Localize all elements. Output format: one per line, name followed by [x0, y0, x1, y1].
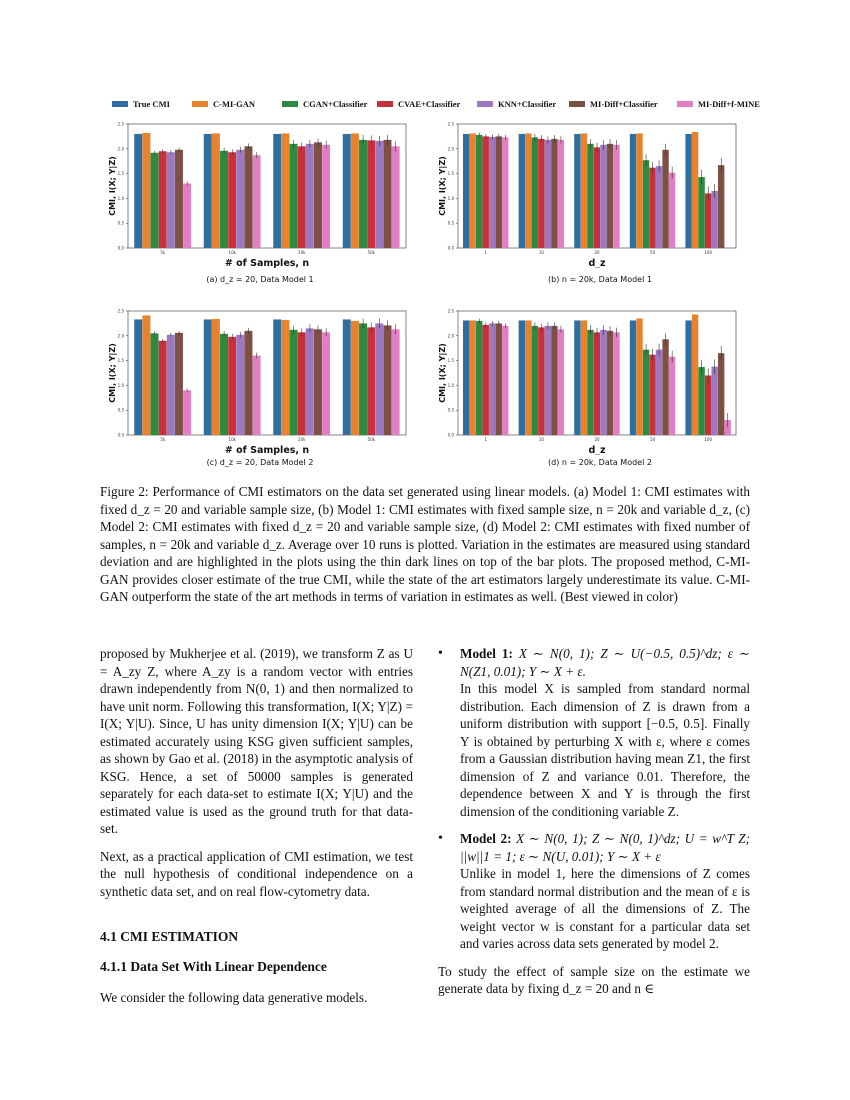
bar [532, 326, 538, 435]
bar [551, 139, 557, 248]
legend-item [192, 99, 255, 109]
bar [236, 150, 244, 248]
model-description: In this model X is sampled from standard normal distribution. Each dimension of Z is drawn from a uniform distribution with support [−0.5, 0.5]. Finally Y is obtained by perturbing X with ε, where ε comes from a Gaussian distribution having mean Z1, the first dimension of Z and variance 0.01. Therefore, the dependence between X and Y is through the first dimension of the conditioning variable Z. [460, 681, 750, 819]
legend-swatch [282, 101, 298, 107]
y-tick-label: 1.0 [447, 382, 454, 388]
bar [343, 319, 351, 435]
bar [375, 141, 383, 248]
bar [281, 320, 289, 435]
y-tick-label: 1.5 [117, 358, 124, 364]
y-tick-label: 2.0 [117, 333, 124, 339]
bar [532, 137, 538, 248]
bar [322, 332, 330, 435]
bar [698, 177, 704, 248]
model-formula: X ∼ N(0, 1); Z ∼ U(−0.5, 0.5)^dz; ε ∼ N(Z1, 0.01); Y ∼ X + ε. [460, 646, 750, 679]
bar [630, 134, 636, 248]
paragraph: proposed by Mukherjee et al. (2019), we transform Z as U = A_zy Z, where A_zy is a random vector with entries drawn independently from N(0, 1) and then normalized to have unit norm. Following this transformation, I(X; Y|Z) = I(X; Y|U). Since, U has unity dimension I(X; Y|U) can be estimated accurately using KSG given sufficient samples, as shown by Gao et al. (2018) in the asymptotic analysis of KSG. Hence, a set of 50000 samples is generated separately for each data-set to estimate I(X; Y|U) and the estimated value is used as the ground truth for that data-set. [100, 646, 413, 836]
bar [692, 314, 698, 435]
y-axis-label: CMI, I(X; Y|Z) [108, 343, 117, 403]
legend-label: True CMI [133, 99, 170, 109]
bar [476, 135, 482, 248]
legend-swatch [477, 101, 493, 107]
bar [587, 330, 593, 435]
y-tick-label: 2.0 [447, 333, 454, 339]
bar [314, 142, 322, 248]
bar [502, 326, 508, 435]
bar [220, 334, 228, 435]
bar [290, 144, 298, 248]
y-tick-label: 1.5 [447, 171, 454, 177]
bar [558, 329, 564, 435]
y-tick-label: 2.5 [117, 308, 124, 314]
bar [502, 137, 508, 248]
bar [159, 341, 167, 435]
bar [600, 330, 606, 435]
bar [175, 333, 183, 435]
y-tick-label: 1.0 [117, 382, 124, 388]
figure-caption: Figure 2: Performance of CMI estimators on the data set generated using linear models. (a) Model 1: CMI estimates with fixed d_z = 20 and variable sample size, (b) Model 1: CMI estimates with fixed sample size, n = 20k and variable d_z, (c) Model 2: CMI estimates with fixed d_z = 20 and variable sample size, (d) Model 2: CMI estimates with fixed number of samples, n = 20k and variable d_z. Average over 10 runs is plotted. Variation in the estimates are measured using standard deviation and are highlighted in the plots using the thin dark lines on top of the bar plots. The proposed method, C-MI-GAN provides closer estimate of the true CMI, while the state of the art estimators largely underestimate its value. C-MI-GAN outperform the state of the art methods in terms of variation in estimates as well. (Best viewed in color) [100, 484, 750, 604]
bar [545, 140, 551, 248]
bar [183, 390, 191, 435]
model-description: Unlike in model 1, here the dimensions of Z comes from standard normal distribution and the mean of ε is weighted average of all the dimensions of Z. The weight vector w is constant for a particular data set and varies across data sets generated by model 2. [460, 866, 750, 951]
bar [525, 320, 531, 435]
bar [519, 134, 525, 248]
legend-swatch [677, 101, 693, 107]
legend-swatch [377, 101, 393, 107]
legend-swatch [112, 101, 128, 107]
bar [538, 327, 544, 435]
bar [594, 147, 600, 248]
bar [463, 134, 469, 248]
bar [314, 329, 322, 435]
bar [273, 134, 281, 248]
bar [359, 323, 367, 435]
legend-label: CGAN+Classifier [303, 99, 368, 109]
x-tick-label: 20 [594, 250, 600, 255]
x-tick-label: 5k [160, 250, 166, 255]
bar [392, 146, 400, 248]
chart-panel-b [430, 118, 750, 268]
legend-swatch [192, 101, 208, 107]
bar [463, 320, 469, 435]
x-axis-label: d_z [588, 445, 606, 455]
bar [581, 320, 587, 435]
list-item [438, 645, 750, 820]
bar [167, 152, 175, 248]
bar [212, 133, 220, 248]
y-axis-label: CMI, I(X; Y|Z) [438, 156, 447, 216]
x-axis-label: # of Samples, n [224, 445, 310, 455]
bar [718, 165, 724, 248]
bullet-icon: • [438, 646, 443, 661]
legend-item [477, 99, 556, 109]
bar [636, 318, 642, 435]
bar [607, 144, 613, 248]
bar [538, 139, 544, 248]
bar [607, 331, 613, 435]
bar [594, 332, 600, 435]
bar [613, 332, 619, 435]
bar [322, 145, 330, 248]
legend-item [282, 99, 367, 109]
bar [705, 193, 711, 248]
bar [244, 331, 252, 435]
x-tick-label: 10 [538, 250, 544, 255]
x-tick-label: 1 [484, 437, 488, 442]
bar [519, 320, 525, 435]
bar [685, 320, 691, 435]
legend-swatch [569, 101, 585, 107]
bar [167, 335, 175, 435]
bar [253, 155, 261, 248]
bar [298, 332, 306, 435]
paragraph: To study the effect of sample size on the estimate we generate data by fixing d_z = 20 and n ∈ [438, 963, 750, 996]
x-axis-label: d_z [588, 258, 606, 268]
bar [643, 350, 649, 435]
bar [600, 145, 606, 248]
legend-item [677, 99, 760, 109]
model-title: Model 2: [460, 831, 512, 846]
x-tick-label: 100 [704, 250, 713, 255]
subfigure-caption-a: (a) d_z = 20, Data Model 1 [206, 275, 314, 284]
bar [470, 133, 476, 248]
bar [558, 140, 564, 248]
bar [273, 319, 281, 435]
y-tick-label: 0.5 [447, 407, 454, 413]
y-tick-label: 1.5 [117, 171, 124, 177]
bar [718, 353, 724, 435]
section-heading: 4.1 CMI ESTIMATION [100, 929, 239, 944]
bar [151, 333, 159, 435]
chart-panel-d [430, 305, 750, 455]
legend-item [569, 99, 658, 109]
bar [711, 367, 717, 435]
bar [662, 339, 668, 435]
y-tick-label: 1.0 [117, 195, 124, 201]
bar [525, 133, 531, 248]
bar [649, 168, 655, 248]
bar [351, 133, 359, 248]
bar [685, 134, 691, 248]
bar [551, 326, 557, 435]
bar [383, 325, 391, 435]
bar [351, 321, 359, 435]
bar [142, 133, 150, 248]
bar [204, 134, 212, 248]
bar [587, 144, 593, 248]
bar [306, 144, 314, 248]
bar [253, 356, 261, 435]
chart-panel-c [100, 305, 420, 455]
bar [134, 319, 142, 435]
bar [669, 173, 675, 248]
legend-label: MI-Diff+f-MINE [698, 99, 760, 109]
y-tick-label: 0.5 [447, 220, 454, 226]
bar [175, 150, 183, 248]
legend-label: C-MI-GAN [213, 99, 256, 109]
bar [489, 323, 495, 435]
bar [392, 329, 400, 435]
bar [281, 133, 289, 248]
subsection-heading: 4.1.1 Data Set With Linear Dependence [100, 958, 327, 974]
left-column [100, 645, 413, 1017]
subfigure-caption-b: (b) n = 20k, Data Model 1 [548, 275, 652, 284]
y-tick-label: 0.0 [447, 245, 454, 251]
x-tick-label: 10k [228, 250, 236, 255]
bar [698, 367, 704, 435]
bar [656, 350, 662, 435]
bar [134, 134, 142, 248]
y-tick-label: 2.5 [447, 121, 454, 127]
bar [545, 326, 551, 435]
bar [298, 146, 306, 248]
x-tick-label: 1 [484, 250, 488, 255]
bar [574, 134, 580, 248]
bar [367, 327, 375, 435]
bar [662, 150, 668, 248]
chart-legend [112, 99, 772, 115]
bar [613, 145, 619, 248]
x-axis-label: # of Samples, n [224, 258, 310, 268]
model-title: Model 1: [460, 646, 513, 661]
x-tick-label: 100 [704, 437, 713, 442]
subfigure-caption-d: (d) n = 20k, Data Model 2 [548, 458, 652, 467]
legend-item [112, 99, 170, 109]
y-tick-label: 1.5 [447, 358, 454, 364]
y-tick-label: 1.0 [447, 195, 454, 201]
legend-label: KNN+Classifier [498, 99, 557, 109]
subfigure-caption-c: (c) d_z = 20, Data Model 2 [206, 458, 314, 467]
bar [483, 325, 489, 435]
paragraph: We consider the following data generative models. [100, 990, 368, 1005]
bar [228, 152, 236, 248]
y-axis-label: CMI, I(X; Y|Z) [438, 343, 447, 403]
legend-label: MI-Diff+Classifier [590, 99, 658, 109]
y-tick-label: 2.5 [447, 308, 454, 314]
bar [220, 151, 228, 248]
x-tick-label: 5k [160, 437, 166, 442]
x-tick-label: 20k [298, 250, 306, 255]
x-tick-label: 50k [367, 437, 375, 442]
x-tick-label: 50 [650, 250, 656, 255]
y-tick-label: 2.0 [447, 146, 454, 152]
legend-label: CVAE+Classifier [398, 99, 461, 109]
bar [367, 140, 375, 248]
bar [212, 319, 220, 435]
bar [669, 357, 675, 435]
bar [228, 337, 236, 435]
y-tick-label: 2.0 [117, 146, 124, 152]
bar [151, 153, 159, 248]
bar [290, 330, 298, 435]
bar [630, 320, 636, 435]
model-formula: X ∼ N(0, 1); Z ∼ N(0, 1)^dz; U = w^T Z; ||w||1 = 1; ε ∼ N(U, 0.01); Y ∼ X + ε [460, 831, 750, 864]
bar [692, 132, 698, 248]
bar [476, 321, 482, 435]
bar [636, 133, 642, 248]
bar [656, 166, 662, 248]
bar [306, 328, 314, 435]
legend-item [377, 99, 460, 109]
bar [711, 191, 717, 248]
bar [496, 136, 502, 248]
bar [705, 375, 711, 435]
x-tick-label: 10k [228, 437, 236, 442]
chart-panel-a [100, 118, 420, 268]
y-tick-label: 0.5 [117, 220, 124, 226]
y-tick-label: 0.0 [117, 245, 124, 251]
right-column [438, 645, 750, 998]
bar [581, 133, 587, 248]
bar [204, 319, 212, 435]
y-tick-label: 0.0 [117, 432, 124, 438]
list-item [438, 830, 750, 953]
x-tick-label: 50k [367, 250, 375, 255]
x-tick-label: 20 [594, 437, 600, 442]
bar [496, 323, 502, 435]
bar [483, 136, 489, 248]
bar [183, 184, 191, 248]
bullet-icon: • [438, 831, 443, 846]
bar [489, 137, 495, 248]
bar [470, 320, 476, 435]
bar [244, 146, 252, 248]
bar [643, 160, 649, 248]
bar [343, 134, 351, 248]
bar [375, 323, 383, 435]
bar [142, 315, 150, 435]
y-tick-label: 0.0 [447, 432, 454, 438]
bar [383, 140, 391, 248]
x-tick-label: 20k [298, 437, 306, 442]
y-axis-label: CMI, I(X; Y|Z) [108, 156, 117, 216]
bar [159, 151, 167, 248]
x-tick-label: 10 [538, 437, 544, 442]
bar [236, 335, 244, 435]
y-tick-label: 0.5 [117, 407, 124, 413]
paragraph: Next, as a practical application of CMI estimation, we test the null hypothesis of conditional independence on a synthetic data set, and on real flow-cytometry data. [100, 848, 413, 899]
bar [574, 320, 580, 435]
y-tick-label: 2.5 [117, 121, 124, 127]
bar [359, 140, 367, 248]
bar [649, 355, 655, 435]
x-tick-label: 50 [650, 437, 656, 442]
